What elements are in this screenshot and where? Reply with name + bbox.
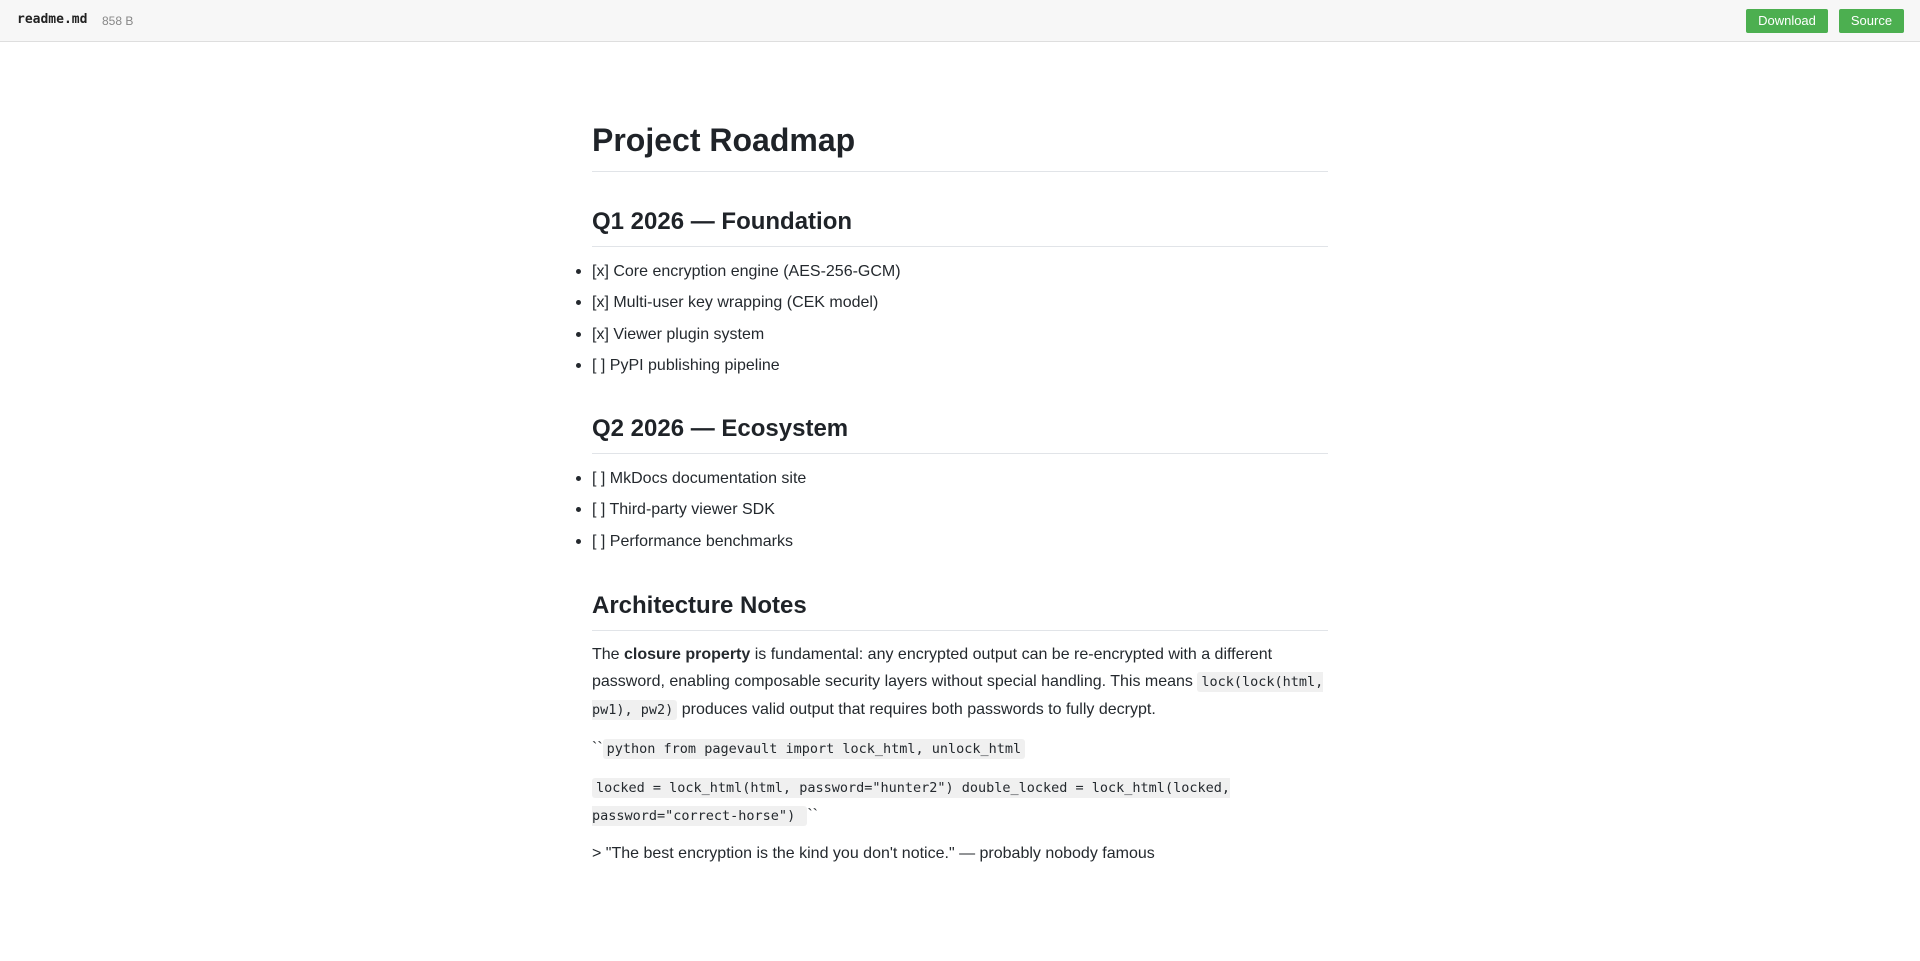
source-button[interactable]: Source [1839, 9, 1904, 33]
file-header-bar [0, 0, 1920, 42]
code-paragraph-1 [592, 735, 1328, 763]
inline-code: lock(lock(html, pw1), pw2) [592, 674, 1324, 718]
quote-paragraph: > "The best encryption is the kind you don't notice." — probably nobody famous [592, 845, 1155, 862]
section-heading-q2: Q2 2026 — Ecosystem [592, 414, 1328, 454]
list-item: [x] Core encryption engine (AES-256-GCM) [592, 256, 1328, 287]
list-item: [x] Multi-user key wrapping (CEK model) [592, 287, 1328, 318]
file-name: readme.md [17, 12, 88, 27]
file-size: 858 B [102, 14, 134, 28]
code-paragraph-2 [592, 774, 1328, 830]
list-item: [x] Viewer plugin system [592, 319, 1328, 350]
list-item: [ ] Third-party viewer SDK [592, 494, 1328, 525]
list-item: [ ] PyPI publishing pipeline [592, 350, 1328, 381]
paragraph-text: is fundamental: any encrypted output can be re-encrypted with a different password, enabling composable security layers without special handling. This means [592, 646, 1273, 690]
q2-task-list [592, 463, 1328, 557]
paragraph-text: The [592, 646, 625, 663]
download-button[interactable]: Download [1746, 9, 1828, 33]
backticks: `` [592, 740, 603, 757]
list-item: [ ] Performance benchmarks [592, 526, 1328, 557]
inline-code: locked = lock_html(html, password="hunter2") double_locked = lock_html(locked, password="correct-horse") [592, 780, 1230, 824]
bold-term: closure property [624, 646, 751, 663]
page-title: Project Roadmap [592, 120, 1328, 172]
section-heading-q1: Q1 2026 — Foundation [592, 207, 1328, 247]
section-heading-architecture: Architecture Notes [592, 591, 1328, 631]
backticks: `` [807, 807, 818, 824]
closure-paragraph [592, 641, 1328, 724]
list-item: [ ] MkDocs documentation site [592, 463, 1328, 494]
paragraph-text: produces valid output that requires both passwords to fully decrypt. [677, 701, 1156, 718]
inline-code: python from pagevault import lock_html, unlock_html [603, 739, 1026, 759]
q1-task-list [592, 256, 1328, 381]
